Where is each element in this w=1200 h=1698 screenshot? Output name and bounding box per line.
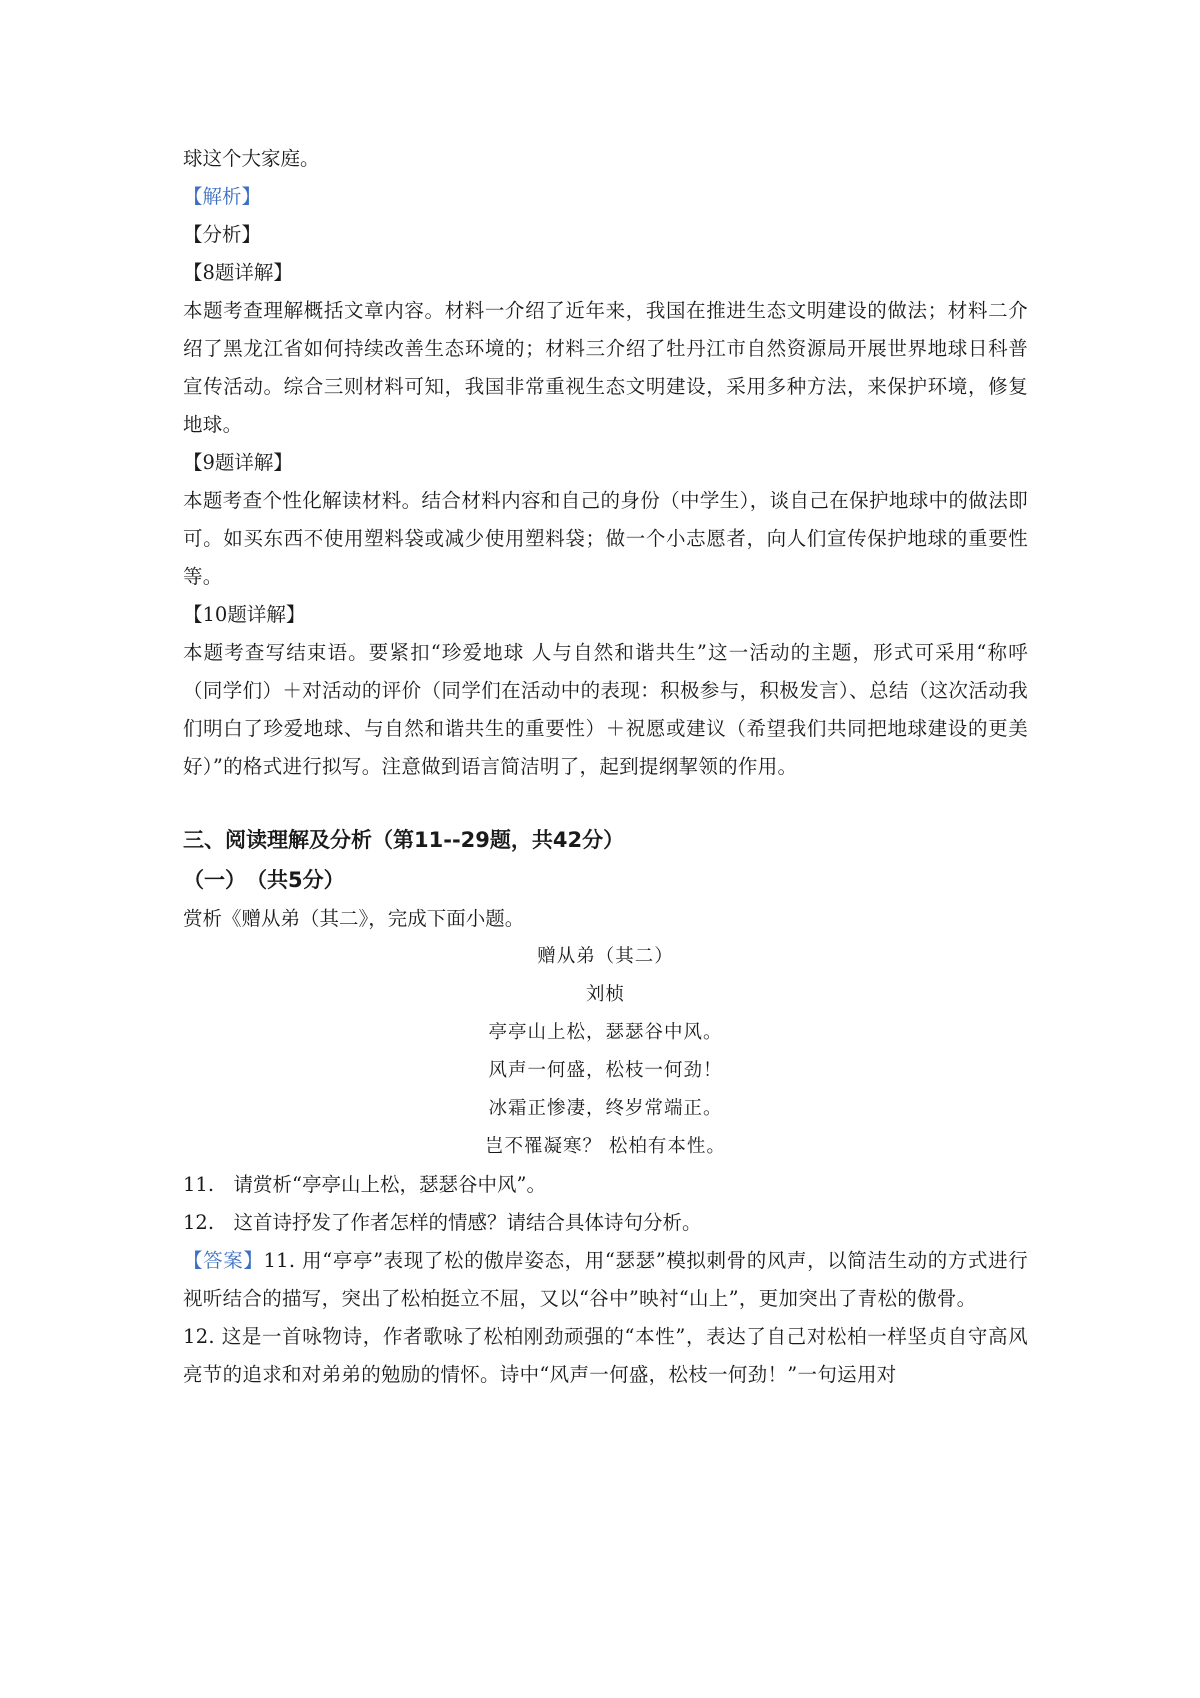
- poem-line: 岂不罹凝寒？ 松柏有本性。: [485, 1136, 726, 1157]
- poem-intro: 赏析《赠从弟（其二》，完成下面小题。: [183, 907, 525, 930]
- question-11: 11. 请赏析“亭亭山上松，瑟瑟谷中风”。: [183, 1173, 546, 1196]
- answer-12: 12. 这是一首咏物诗，作者歌咏了松柏刚劲顽强的“本性”，表达了自己对松柏一样坚贞自守高风亮节的追求和对弟弟的勉励的情怀。诗中“风声一何盛，松枝一何劲！”一句运用对: [183, 1325, 1028, 1386]
- section-gap: [183, 786, 1028, 820]
- poem-line: 冰霜正惨凄，终岁常端正。: [488, 1098, 723, 1119]
- answer-11: [183, 1242, 1028, 1318]
- poem-line: 风声一何盛，松枝一何劲！: [488, 1060, 723, 1081]
- analysis-label: 【解析】: [183, 185, 262, 208]
- question-12: 12. 这首诗抒发了作者怎样的情感？请结合具体诗句分析。: [183, 1211, 702, 1234]
- poem-author: 刘桢: [585, 984, 625, 1005]
- q9-heading: 【9题详解】: [183, 451, 293, 474]
- document-page: [183, 140, 1028, 1394]
- analysis-subheading: 【分析】: [183, 223, 262, 246]
- continuation-line: 球这个大家庭。: [183, 147, 320, 170]
- q8-heading: 【8题详解】: [183, 261, 293, 284]
- poem-line: 亭亭山上松，瑟瑟谷中风。: [488, 1022, 723, 1043]
- subsection-one-heading: （一） （共5分）: [183, 868, 345, 892]
- q10-explanation: 本题考查写结束语。要紧扣“珍爱地球 人与自然和谐共生”这一活动的主题，形式可采用“称呼（同学们）＋对活动的评价（同学们在活动中的表现：积极参与，积极发言）、总结（这次活动我们明白了珍爱地球、与自然和谐共生的重要性）＋祝愿或建议（希望我们共同把地球建设的更美好）”的格式进行拟写。注意做到语言简洁明了，起到提纲挈领的作用。: [183, 641, 1028, 778]
- answer-11-text: 11. 用“亭亭”表现了松的傲岸姿态，用“瑟瑟”模拟刺骨的风声，以简洁生动的方式进行视听结合的描写，突出了松柏挺立不屈，又以“谷中”映衬“山上”，更加突出了青松的傲骨。: [183, 1249, 1028, 1310]
- q10-heading: 【10题详解】: [183, 603, 306, 626]
- poem-title: 赠从弟（其二）: [537, 946, 674, 967]
- q9-explanation: 本题考查个性化解读材料。结合材料内容和自己的身份（中学生），谈自己在保护地球中的做法即可。如买东西不使用塑料袋或减少使用塑料袋；做一个小志愿者，向人们宣传保护地球的重要性等。: [183, 489, 1028, 588]
- answer-label: 【答案】: [183, 1249, 264, 1272]
- section-three-heading: 三、阅读理解及分析（第11--29题，共42分）: [183, 828, 625, 852]
- q8-explanation: 本题考查理解概括文章内容。材料一介绍了近年来，我国在推进生态文明建设的做法；材料二介绍了黑龙江省如何持续改善生态环境的；材料三介绍了牡丹江市自然资源局开展世界地球日科普宣传活动。综合三则材料可知，我国非常重视生态文明建设，采用多种方法，来保护环境，修复地球。: [183, 299, 1028, 436]
